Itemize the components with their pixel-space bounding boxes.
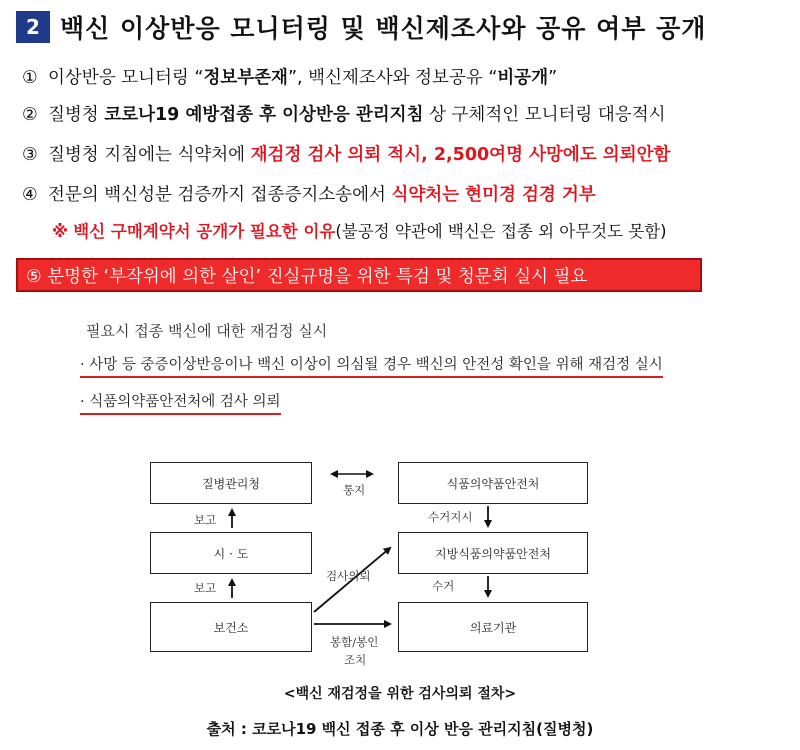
item-text: 질병청 xyxy=(48,105,105,125)
item-marker: ② xyxy=(22,105,38,125)
note-marker: ※ xyxy=(52,222,69,241)
item-highlight: 식약처는 현미경 검경 거부 xyxy=(391,185,596,205)
figure-caption: <백신 재검정을 위한 검사의뢰 절차> xyxy=(283,686,517,702)
item-marker: ④ xyxy=(22,185,38,205)
box-sido: 시 · 도 xyxy=(150,532,312,574)
excerpt-bullet: · 사망 등 중증이상반응이나 백신 이상이 의심될 경우 백신의 안전성 확인을 위해 재검정 실시 xyxy=(80,353,663,378)
box-regional-mfds: 지방식품의약품안전처 xyxy=(398,532,588,574)
item-text: 전문의 백신성분 검증까지 접종증지소송에서 xyxy=(48,185,392,205)
item-text: 질병청 지침에는 식약처에 xyxy=(48,145,251,165)
excerpt-bullet: · 식품의약품안전처에 검사 의뢰 xyxy=(80,390,281,415)
note-text: (불공정 약관에 백신은 접종 외 아무것도 못함) xyxy=(335,222,667,241)
excerpt-title: 필요시 접종 백신에 대한 재검정 실시 xyxy=(86,322,328,340)
item-emphasis: 비공개 xyxy=(497,68,549,88)
label-seal: 봉함/봉인 xyxy=(330,635,379,649)
note-highlight: 백신 구매계약서 공개가 필요한 이유 xyxy=(73,222,336,241)
item-text: ” xyxy=(548,68,558,88)
label-measure: 조치 xyxy=(344,653,367,667)
highlight-banner: ⑤ 분명한 ‘부작위에 의한 살인’ 진실규명을 위한 특검 및 청문회 실시 필요 xyxy=(16,258,702,292)
label-report-top: 보고 xyxy=(194,513,217,527)
label-notify: 통지 xyxy=(343,483,366,497)
label-report-bottom: 보고 xyxy=(194,581,217,595)
box-medical-institution: 의료기관 xyxy=(398,602,588,652)
box-mfds: 식품의약품안전처 xyxy=(398,462,588,504)
label-collect: 수거 xyxy=(432,579,455,593)
section-number-badge: 2 xyxy=(16,11,50,43)
item-emphasis: 정보부존재 xyxy=(203,68,288,88)
box-kdca: 질병관리청 xyxy=(150,462,312,504)
section-title: 백신 이상반응 모니터링 및 백신제조사와 공유 여부 공개 xyxy=(60,14,707,43)
box-health-center: 보건소 xyxy=(150,602,312,652)
label-test-request: 검사의뢰 xyxy=(326,569,371,583)
item-highlight: 재검정 검사 의뢰 적시, 2,500여명 사망에도 의뢰안함 xyxy=(250,145,671,165)
item-text: 상 구체적인 모니터링 대응적시 xyxy=(423,105,666,125)
item-marker: ③ xyxy=(22,145,38,165)
item-text: ”, 백신제조사와 정보공유 “ xyxy=(287,68,498,88)
item-text: 이상반응 모니터링 “ xyxy=(48,68,204,88)
item-marker: ① xyxy=(22,68,38,88)
item-emphasis: 코로나19 예방접종 후 이상반응 관리지침 xyxy=(104,105,424,125)
label-collect-instruct: 수거지시 xyxy=(428,510,473,524)
source-note: 출처 : 코로나19 백신 접종 후 이상 반응 관리지침(질병청) xyxy=(206,720,594,738)
